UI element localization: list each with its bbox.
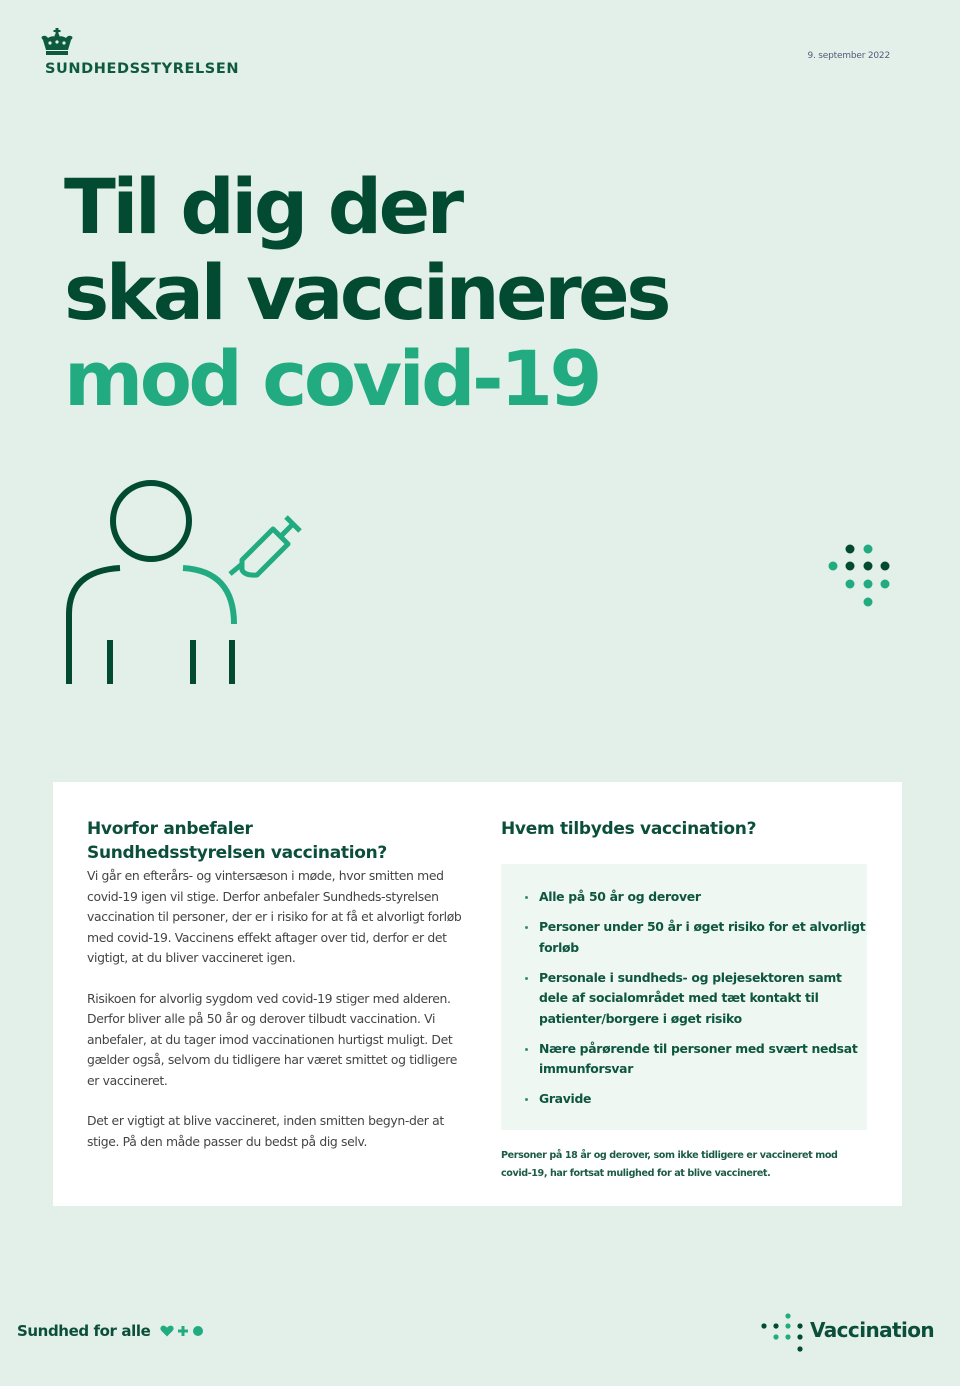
list-item: Personer under 50 år i øget risiko for et alvorligt forløb [523, 917, 867, 958]
publication-date: 9. september 2022 [807, 51, 890, 61]
vaccination-brand [760, 1312, 940, 1356]
heart-icon [160, 1325, 174, 1337]
list-item: Alle på 50 år og derover [523, 887, 867, 908]
list-item: Gravide [523, 1089, 867, 1110]
person-icon [55, 462, 315, 692]
slogan [17, 1322, 205, 1340]
who-section [501, 817, 871, 1179]
why-paragraph-1: Vi går en efterårs- og vintersæson i møde, hvor smitten med covid-19 igen vil stige. Derfor anbefaler Sundheds-styrelsen vaccination til personer, der er i risiko for at få et alvorligt forløb med covid-19. Vaccinens effekt aftager over tid, derfor er det vigtigt, at du bliver vaccineret igen. [87, 868, 462, 965]
who-heading: Hvem tilbydes vaccination? [501, 819, 757, 839]
list-item: Personale i sundheds- og plejesektoren samt dele af socialområdet med tæt kontakt til patienter/borgere i øget risiko [523, 968, 867, 1030]
circle-icon [191, 1325, 205, 1337]
crown-icon [40, 28, 74, 58]
syringe-icon [230, 517, 300, 575]
dot-cross-pattern-icon [826, 540, 896, 612]
eligibility-list [501, 864, 867, 1110]
why-section [87, 817, 472, 1172]
title-line-3: mod covid-19 [64, 334, 599, 423]
page-title [64, 164, 668, 422]
title-line-1: Til dig der [64, 162, 461, 251]
eligibility-list-box [501, 864, 867, 1130]
why-heading-line-1: Hvorfor anbefaler [87, 819, 253, 839]
why-paragraph-2: Risikoen for alvorlig sygdom ved covid-19 stiger med alderen. Derfor bliver alle på 50 år og derover tilbudt vaccination. Vi anbefaler, at du tager imod vaccinationen hurtigst muligt. Det gælder også, selvom du tidligere har været smittet og tidligere er vaccineret. [87, 990, 458, 1088]
logo-text: SUNDHEDSSTYRELSEN [45, 61, 240, 77]
title-line-2: skal vaccineres [64, 248, 668, 337]
plus-icon [176, 1325, 190, 1337]
info-card [53, 782, 902, 1206]
why-heading-line-2: Sundhedsstyrelsen vaccination? [87, 843, 387, 863]
slogan-symbols [160, 1325, 205, 1337]
slogan-text: Sundhed for alle [17, 1322, 151, 1340]
list-item: Nære pårørende til personer med svært nedsat immunforsvar [523, 1039, 867, 1080]
vaccination-dots-icon [760, 1312, 808, 1356]
brand-text: Vaccination [810, 1318, 934, 1342]
why-paragraph-3: Det er vigtigt at blive vaccineret, inden smitten begyn-der at stige. På den måde passer du bedst på dig selv. [87, 1113, 444, 1149]
eligibility-note: Personer på 18 år og derover, som ikke tidligere er vaccineret mod covid-19, har fortsat mulighed for at blive vaccineret. [501, 1150, 838, 1179]
why-heading [87, 817, 472, 865]
